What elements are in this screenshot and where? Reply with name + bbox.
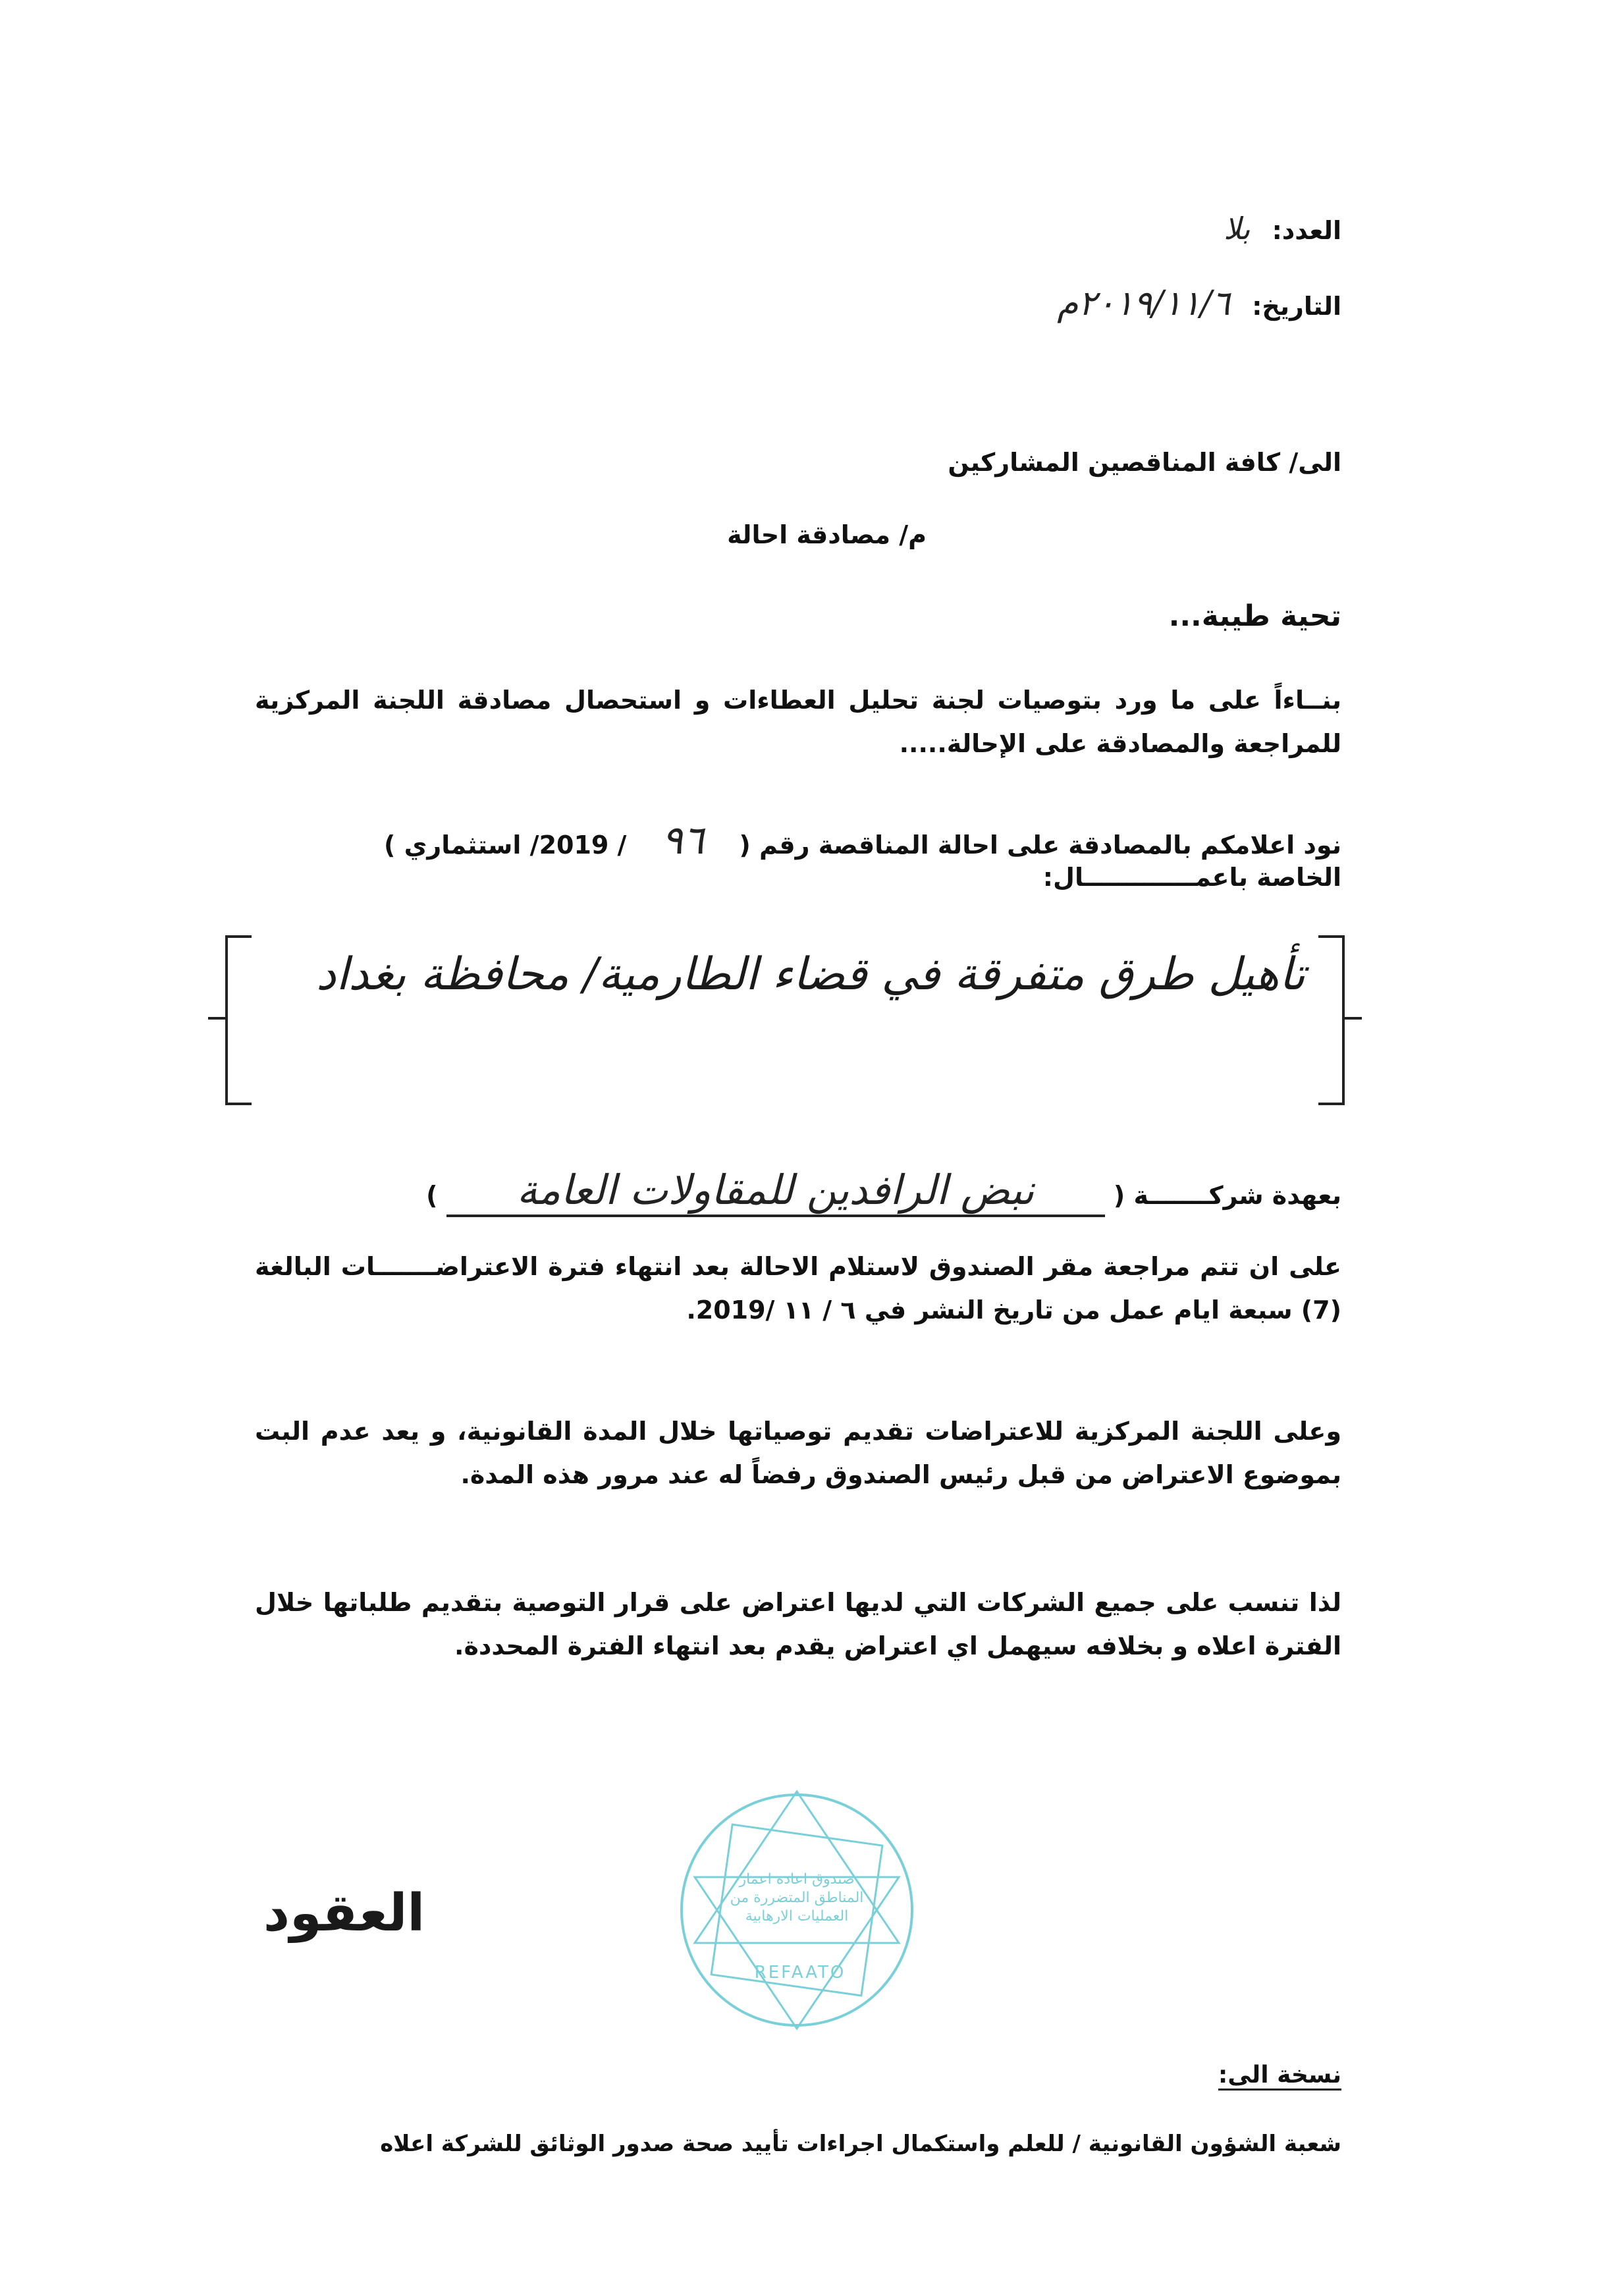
number-value: بلا (1224, 211, 1251, 246)
bracket-left (225, 935, 252, 1105)
paragraph-submission: لذا تنسب على جميع الشركات التي لديها اعتراض على قرار التوصية بتقديم طلباتها خلال الفترة اعلاه و بخلافه سيهمل اي اعتراض يقدم بعد انتهاء الفترة المحددة. (255, 1588, 1341, 1660)
department-signature: العقود (263, 1884, 425, 1943)
number-label: العدد: (1272, 216, 1341, 245)
tender-line (384, 817, 1341, 864)
project-bracket (225, 935, 1345, 1107)
date-label: التاريخ: (1252, 292, 1341, 321)
paragraph-objections: وعلى اللجنة المركزية للاعتراضات تقديم توصياتها خلال المدة القانونية، و يعد عدم البت بموضوع الاعتراض من قبل رئيس الصندوق رفضاً له عند مرور هذه المدة. (255, 1417, 1341, 1489)
copy-to-recipient: شعبة الشؤون القانونية / للعلم واستكمال اجراءات تأييد صحة صدور الوثائق للشركة اعلاه (380, 2131, 1341, 2157)
tender-number: ٩٦ (661, 817, 705, 863)
recipient-line: الى/ كافة المناقصين المشاركين (948, 448, 1341, 477)
date-value: ٢٠١٩/١١/٦م (1057, 284, 1230, 323)
stamp-code: REFAATO (754, 1963, 846, 1982)
tender-prefix: نود اعلامكم بالمصادقة على احالة المناقصة رقم ( (739, 831, 1341, 860)
company-label: بعهدة شركـــــــة ( (1113, 1181, 1341, 1210)
works-label: الخاصة باعمـــــــــــــال: (1042, 863, 1341, 892)
paragraph-recommendations: بنــاءاً على ما ورد بتوصيات لجنة تحليل العطاءات و استحصال مصادقة اللجنة المركزية للمراجعة والمصادقة على الإحالة..... (255, 686, 1341, 758)
document-date (1057, 283, 1341, 324)
company-underline (446, 1166, 1105, 1217)
reference-number (1224, 211, 1341, 247)
greeting: تحية طيبة... (1168, 599, 1341, 633)
paragraph-collection: على ان تتم مراجعة مقر الصندوق لاستلام الاحالة بعد انتهاء فترة الاعتراضـــــــات البالغة (7) سبعة ايام عمل من تاريخ النشر في ٦ / ١١ /2019. (255, 1252, 1341, 1325)
company-name: نبض الرافدين للمقاولات العامة (516, 1166, 1035, 1214)
subject-line: م/ مصادقة احالة (727, 520, 927, 549)
stamp-text: صندوق اعادة اعمار المناطق المتضررة من العمليات الارهابية (730, 1871, 864, 1925)
bracket-right (1318, 935, 1345, 1105)
tender-suffix: / 2019/ استثماري ) (383, 831, 627, 860)
project-title: تأهيل طرق متفرقة في قضاء الطارمية/ محافظة بغداد (315, 948, 1305, 1000)
company-line (426, 1166, 1341, 1217)
company-close: ) (426, 1181, 438, 1210)
copy-to-label: نسخة الى: (1218, 2062, 1341, 2091)
official-stamp (672, 1772, 922, 2048)
